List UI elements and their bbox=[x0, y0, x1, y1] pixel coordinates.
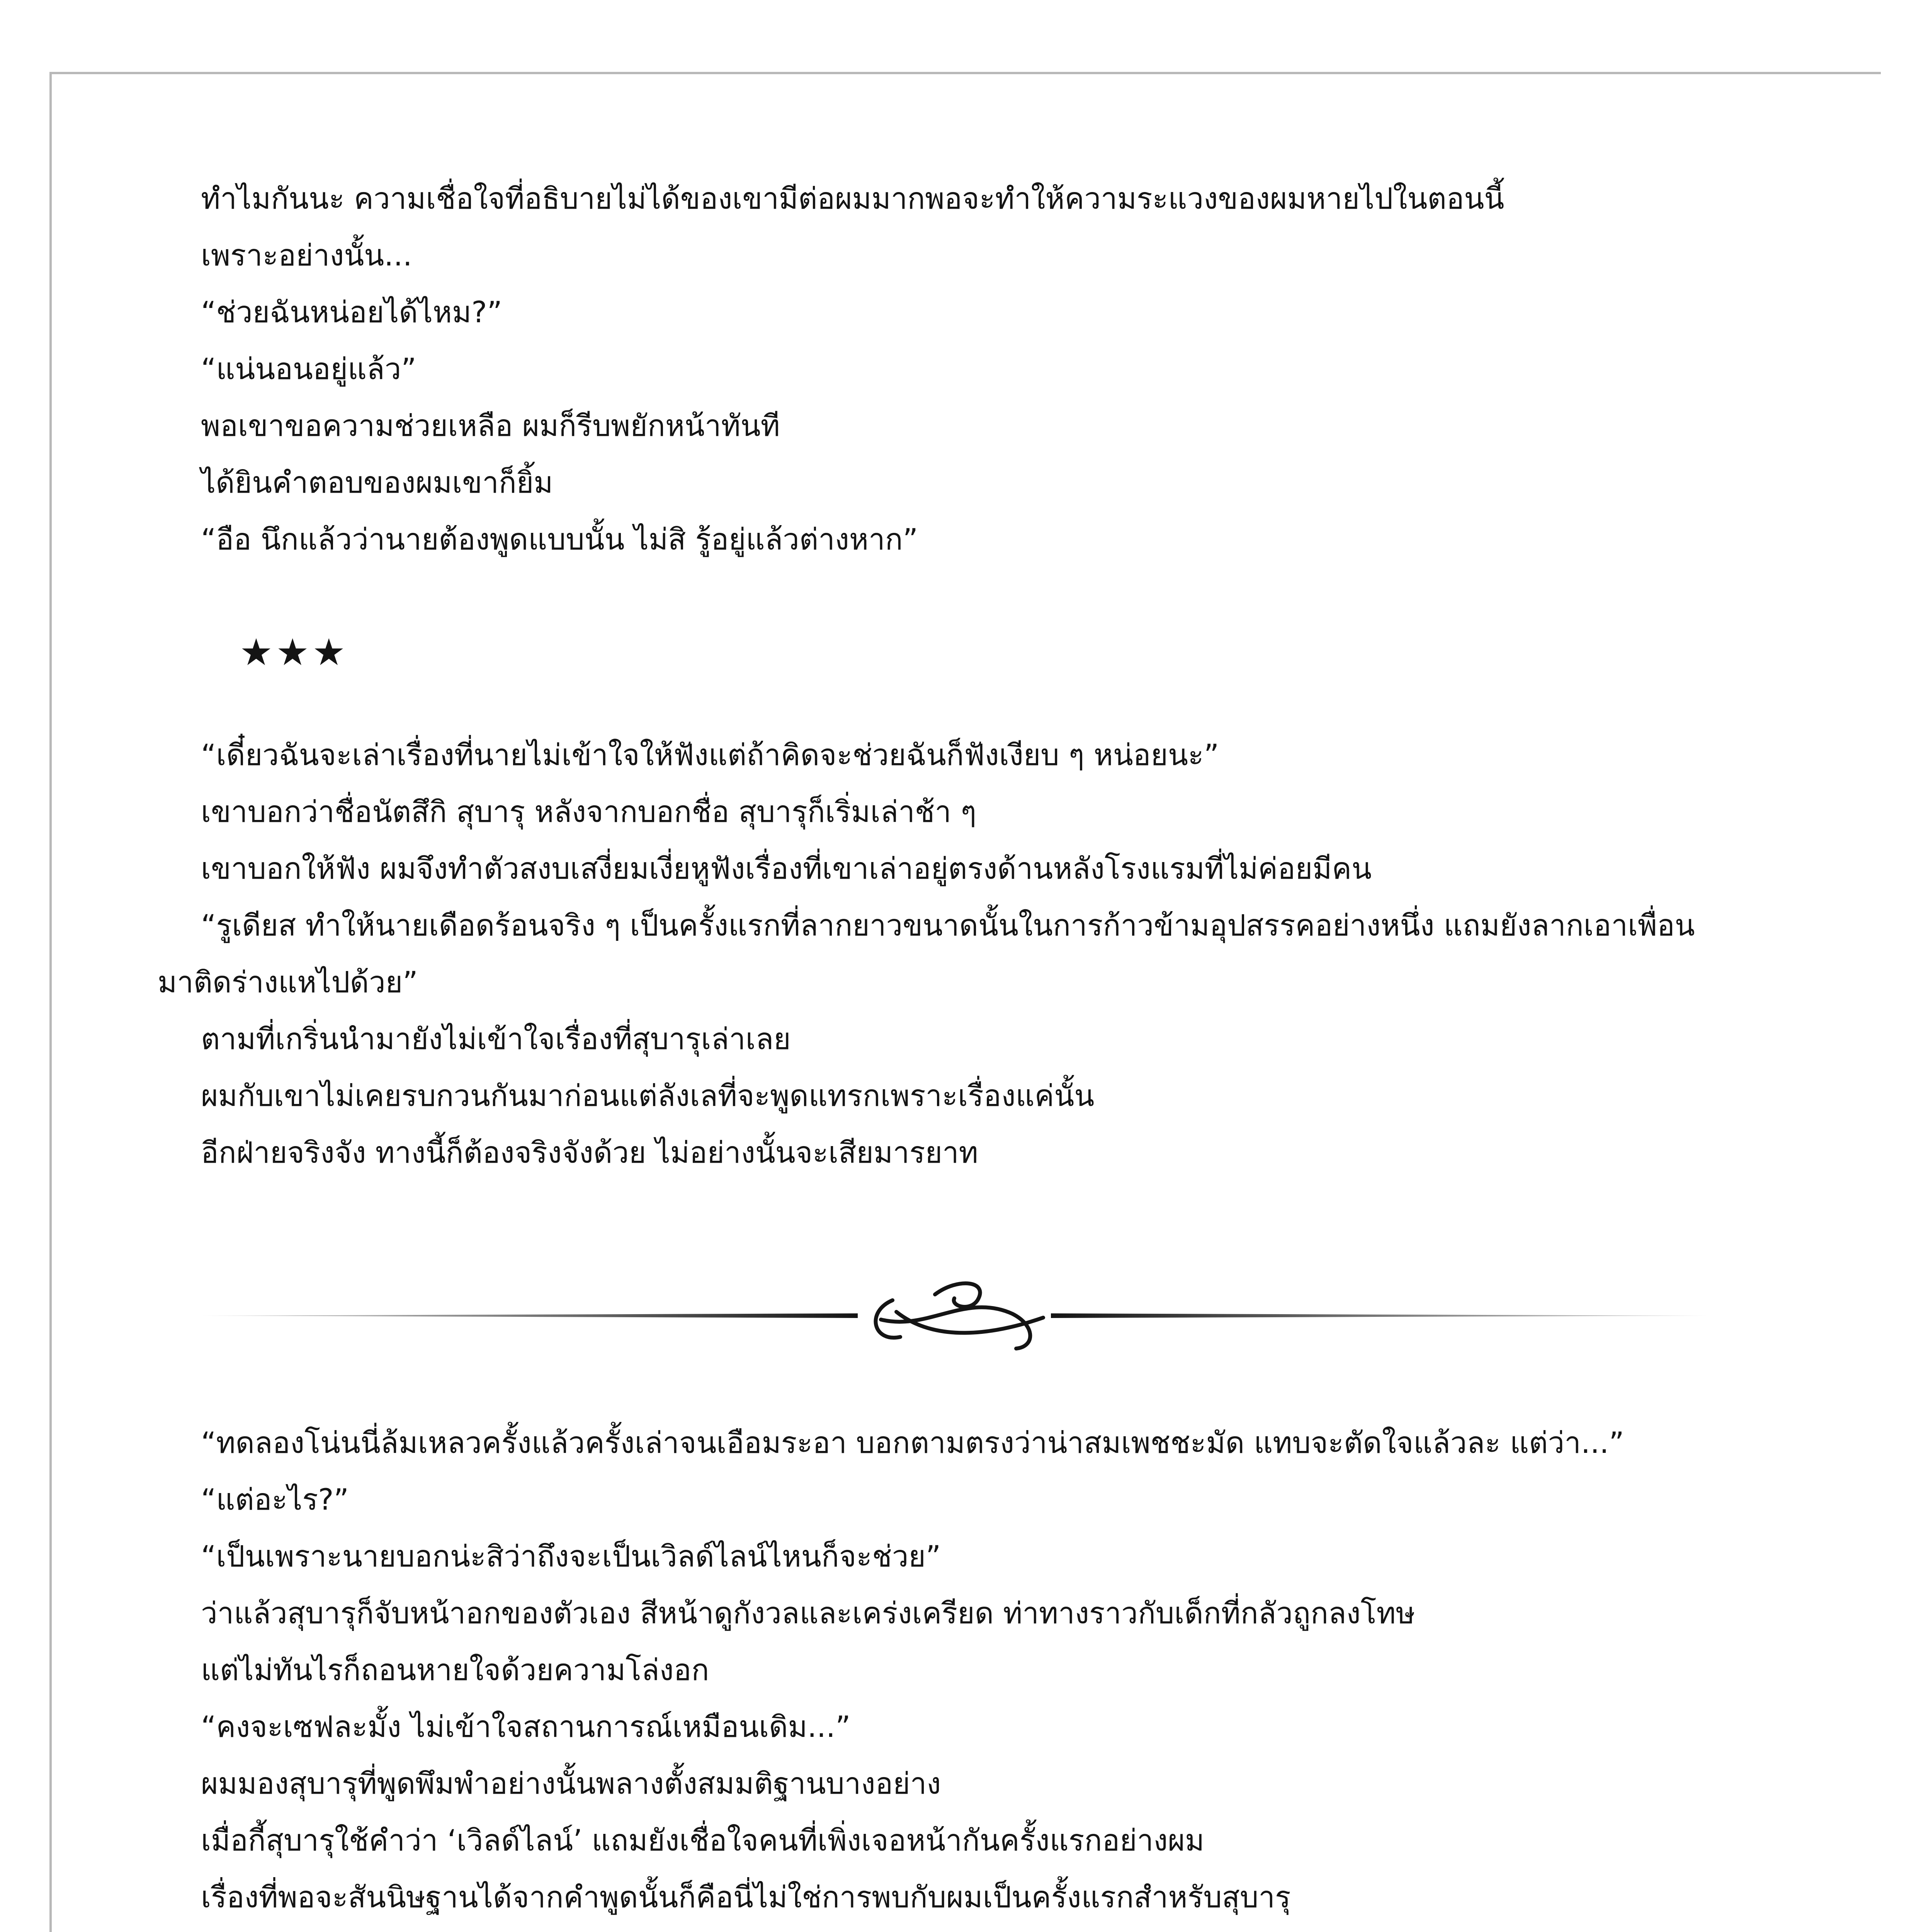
paragraph-gap bbox=[201, 1925, 1719, 1932]
dialogue-line: “อือ นึกแล้วว่านายต้องพูดแบบนั้น ไม่สิ รู้อยู่แล้วต่างหาก” bbox=[201, 522, 918, 556]
paragraph-line: ทำไมกันนะ ความเชื่อใจที่อธิบายไม่ได้ของเขามีต่อผมมากพอจะทำให้ความระแวงของผมหายไปในตอนนี้ bbox=[201, 181, 1505, 216]
dialogue-line: “เดี๋ยวฉันจะเล่าเรื่องที่นายไม่เข้าใจให้ฟังแต่ถ้าคิดจะช่วยฉันก็ฟังเงียบ ๆ หน่อยนะ” bbox=[201, 738, 1219, 772]
dialogue-line: “ช่วยฉันหน่อยได้ไหม?” bbox=[201, 295, 502, 329]
divider-line-left bbox=[201, 1313, 858, 1318]
text-block-1 bbox=[201, 170, 1719, 568]
dialogue-line: “แต่อะไร?” bbox=[201, 1482, 349, 1517]
paragraph-line: ว่าแล้วสุบารุก็จับหน้าอกของตัวเอง สีหน้าดูกังวลและเคร่งเครียด ท่าทางราวกับเด็กที่กลัวถูกลงโทษ bbox=[201, 1596, 1415, 1630]
dialogue-line: “คงจะเซฟละมั้ง ไม่เข้าใจสถานการณ์เหมือนเดิม...” bbox=[201, 1709, 851, 1744]
paragraph-line: พอเขาขอความช่วยเหลือ ผมก็รีบพยักหน้าทันที bbox=[201, 408, 780, 443]
text-block-2 bbox=[158, 726, 1719, 1181]
paragraph-line: เมื่อกี้สุบารุใช้คำว่า ‘เวิลด์ไลน์’ แถมยังเชื่อใจคนที่เพิ่งเจอหน้ากันครั้งแรกอย่างผม bbox=[201, 1823, 1205, 1857]
scene-break-stars: ★★★ bbox=[240, 631, 349, 674]
paragraph-line: เขาบอกให้ฟัง ผมจึงทำตัวสงบเสงี่ยมเงี่ยหูฟังเรื่องที่เขาเล่าอยู่ตรงด้านหลังโรงแรมที่ไม่ค่อยมีคน bbox=[201, 851, 1372, 886]
paragraph-line: เขาบอกว่าชื่อนัตสึกิ สุบารุ หลังจากบอกชื่อ สุบารุก็เริ่มเล่าช้า ๆ bbox=[201, 794, 977, 829]
paragraph-line: อีกฝ่ายจริงจัง ทางนี้ก็ต้องจริงจังด้วย ไม่อย่างนั้นจะเสียมารยาท bbox=[201, 1135, 978, 1170]
paragraph-line: เรื่องที่พอจะสันนิษฐานได้จากคำพูดนั้นก็คือนี่ไม่ใช่การพบกับผมเป็นครั้งแรกสำหรับสุบารุ bbox=[201, 1880, 1291, 1914]
paragraph-line: ตามที่เกริ่นนำมายังไม่เข้าใจเรื่องที่สุบารุเล่าเลย bbox=[201, 1022, 791, 1056]
paragraph-line: แต่ไม่ทันไรก็ถอนหายใจด้วยความโล่งอก bbox=[201, 1653, 709, 1687]
text-block-3 bbox=[201, 1414, 1719, 1932]
paragraph-line: เพราะอย่างนั้น... bbox=[201, 238, 412, 272]
dialogue-line: “แน่นอนอยู่แล้ว” bbox=[201, 352, 417, 386]
dialogue-line: “ทดลองโน่นนี่ล้มเหลวครั้งแล้วครั้งเล่าจนเอือมระอา บอกตามตรงว่าน่าสมเพชชะมัด แทบจะตัดใจแล้วละ แต่ว่า...” bbox=[201, 1425, 1624, 1460]
divider-line-right bbox=[1051, 1313, 1708, 1318]
paragraph-line: ได้ยินคำตอบของผมเขาก็ยิ้ม bbox=[201, 465, 553, 500]
dialogue-line: “เป็นเพราะนายบอกน่ะสิว่าถึงจะเป็นเวิลด์ไลน์ไหนก็จะช่วย” bbox=[201, 1539, 941, 1573]
paragraph-line: ผมมองสุบารุที่พูดพึมพำอย่างนั้นพลางตั้งสมมติฐานบางอย่าง bbox=[201, 1766, 941, 1801]
page-border-top bbox=[49, 72, 1881, 74]
flourish-ornament bbox=[876, 1283, 1043, 1349]
ornamental-divider bbox=[201, 1269, 1708, 1362]
page-border-left bbox=[49, 72, 52, 1932]
dialogue-line: “รูเดียส ทำให้นายเดือดร้อนจริง ๆ เป็นครั้งแรกที่ลากยาวขนาดนั้นในการก้าวข้ามอุปสรรคอย่างหนึ่ง แถมยังลากเอาเพื่อนมาติดร่างแหไปด้วย” bbox=[158, 908, 1695, 999]
paragraph-line: ผมกับเขาไม่เคยรบกวนกันมาก่อนแต่ลังเลที่จะพูดแทรกเพราะเรื่องแค่นั้น bbox=[201, 1078, 1095, 1113]
